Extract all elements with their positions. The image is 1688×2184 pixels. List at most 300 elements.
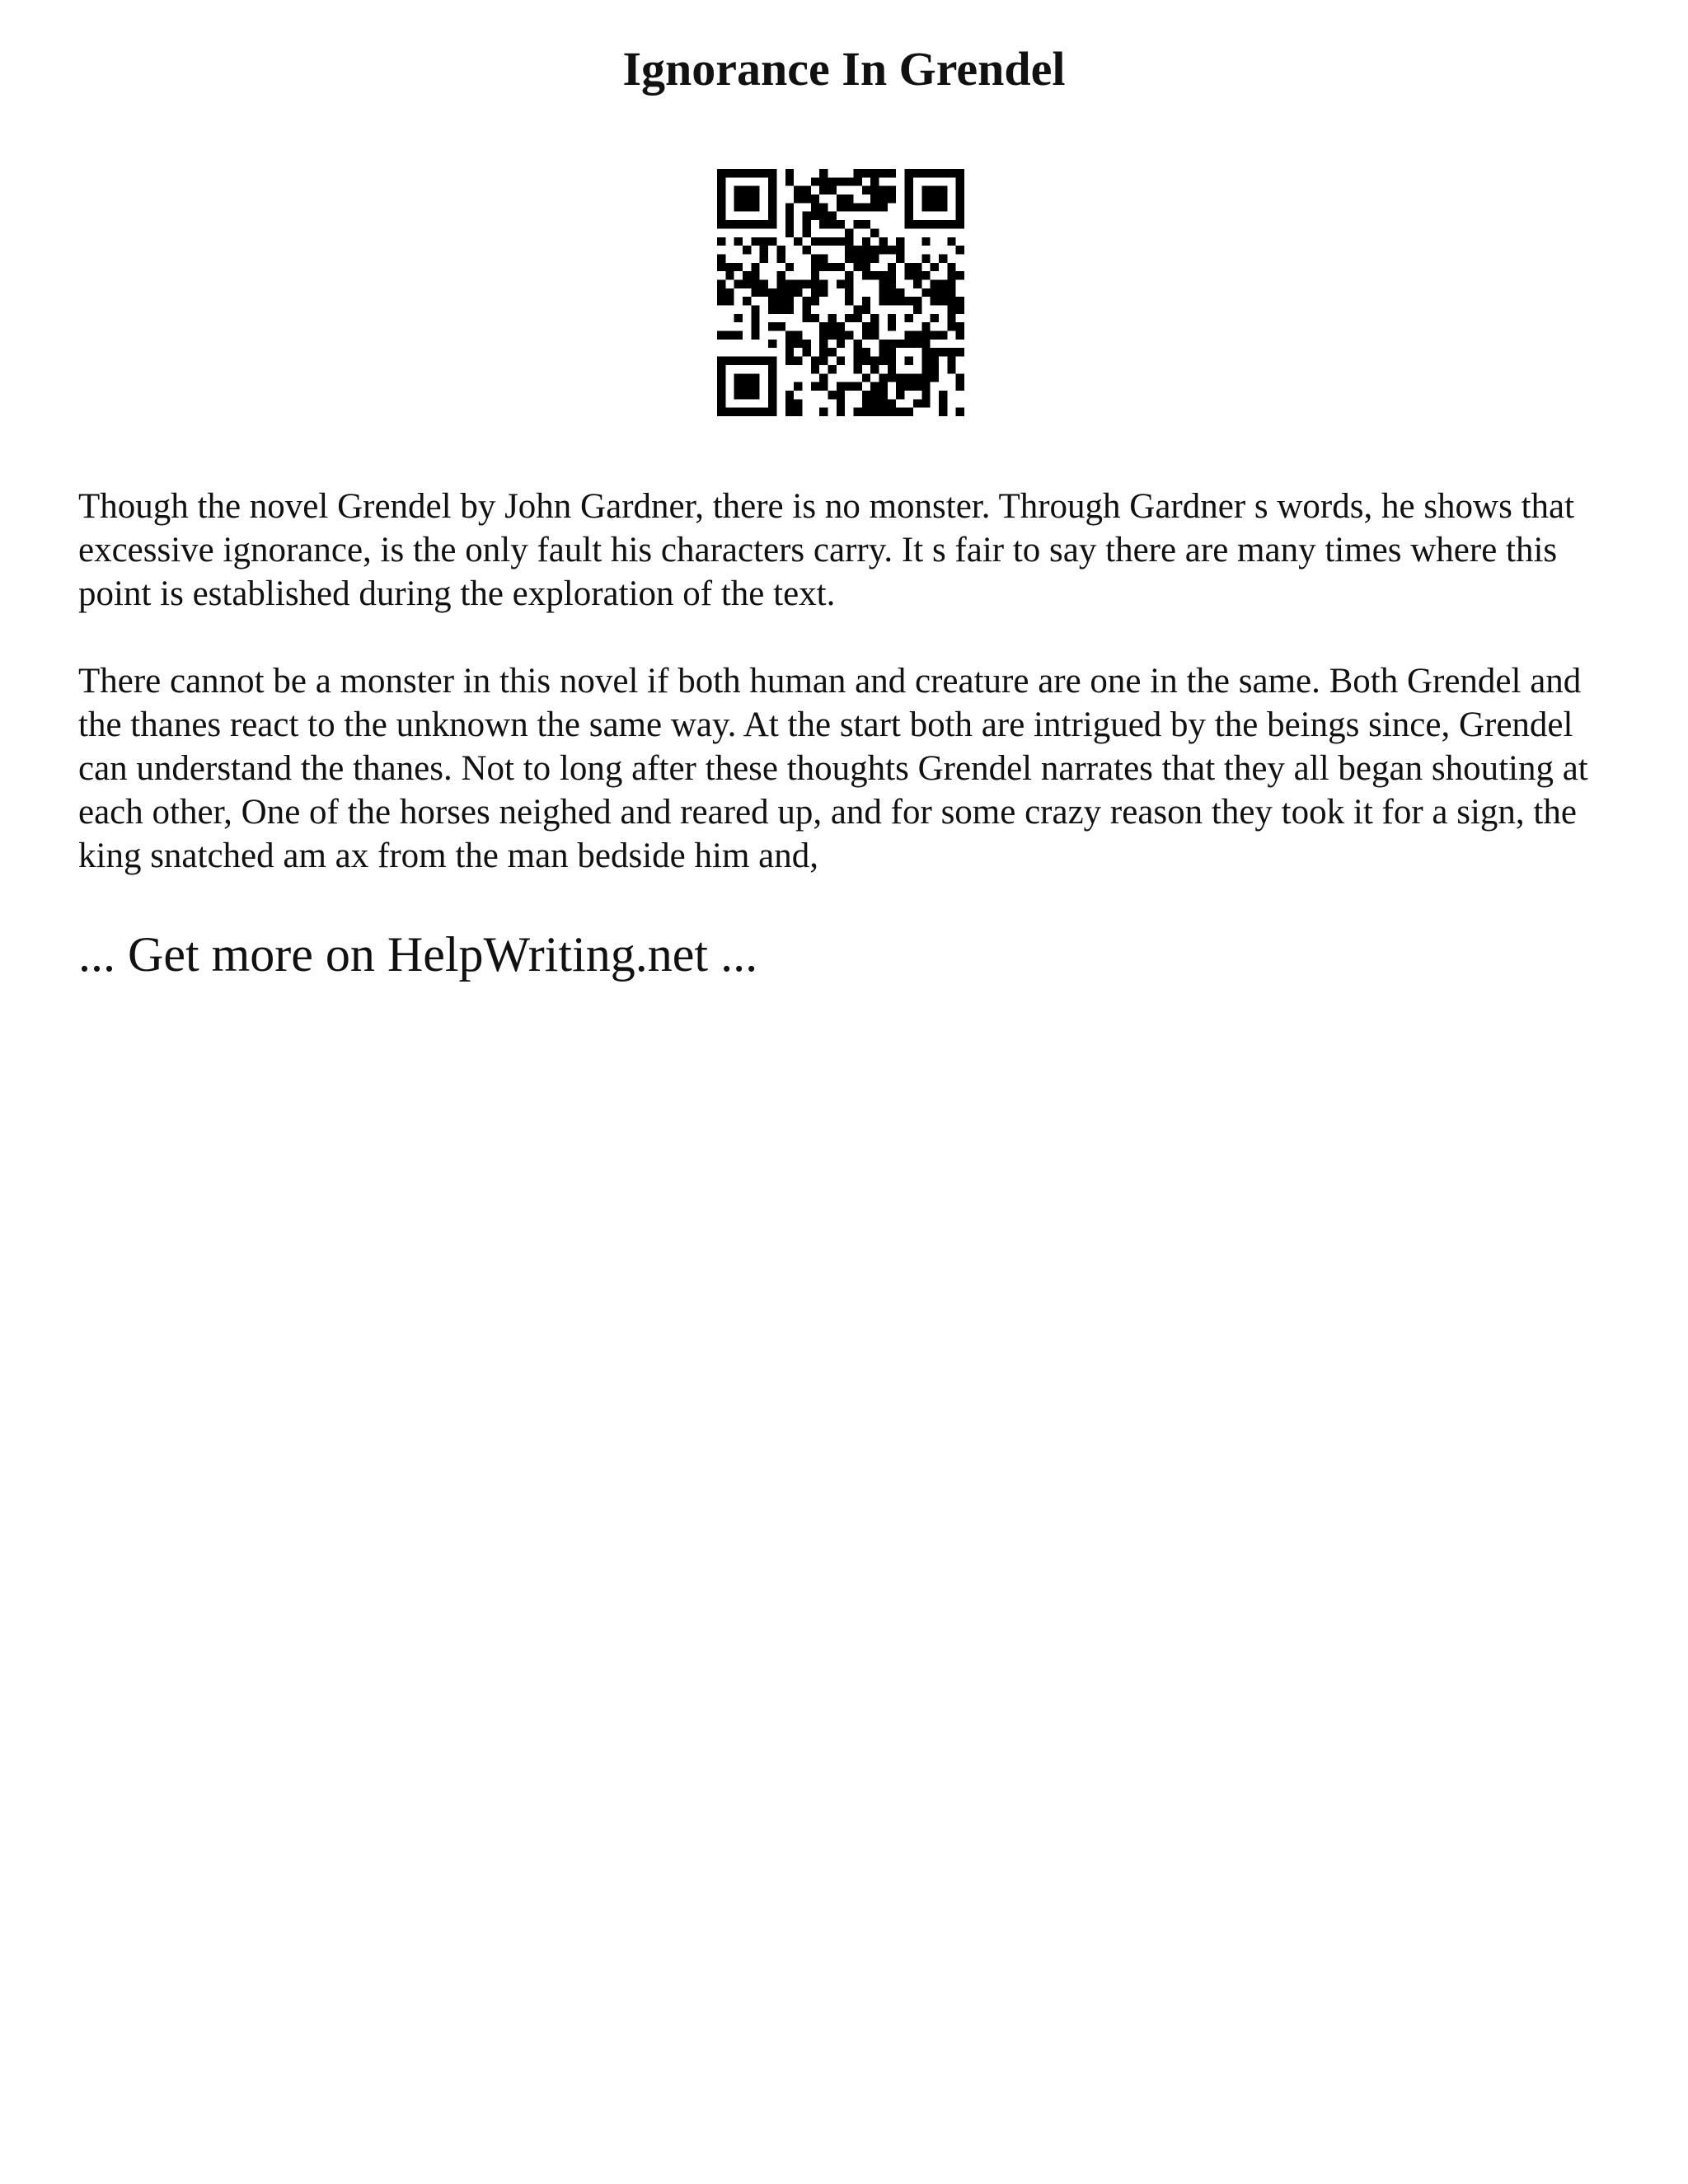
qr-module (854, 203, 862, 211)
qr-module (802, 348, 810, 356)
qr-module (828, 177, 836, 185)
qr-module (845, 194, 853, 203)
qr-module (854, 254, 862, 262)
qr-module (956, 331, 964, 340)
qr-module (785, 297, 794, 305)
qr-module (862, 399, 870, 407)
qr-module (845, 254, 853, 262)
qr-module (794, 288, 802, 297)
qr-module (956, 271, 964, 279)
qr-module (776, 254, 785, 262)
qr-module (811, 237, 819, 246)
qr-module (768, 306, 776, 314)
qr-module (879, 297, 888, 305)
qr-module (819, 357, 828, 365)
get-more-link[interactable]: ... Get more on HelpWriting.net ... (78, 927, 758, 982)
qr-module (879, 186, 888, 194)
qr-module (828, 263, 836, 271)
qr-module (751, 314, 759, 322)
qr-module (811, 279, 819, 288)
qr-module (888, 288, 896, 297)
qr-module (870, 254, 879, 262)
qr-module (862, 408, 870, 416)
qr-module (751, 306, 759, 314)
qr-module (921, 382, 930, 391)
qr-module (862, 254, 870, 262)
qr-module (862, 246, 870, 254)
qr-module (837, 237, 845, 246)
qr-module (879, 357, 888, 365)
qr-module (870, 228, 879, 237)
qr-module (862, 331, 870, 340)
qr-module (828, 391, 836, 399)
qr-module (734, 263, 743, 271)
body-paragraph-2: There cannot be a monster in this novel if both human and creature are one in the same. Both Grendel and the thanes react to the unknown the same way. At the start both are intrigued by the beings since, Grendel can understand the thanes. Not to long after these thoughts Grendel narrates that they all began shouting at each other, One of the horses neighed and reared up, and for some crazy reason they took it for a sign, the king snatched am ax from the man bedside him and, (78, 662, 1588, 875)
qr-module (931, 279, 939, 288)
qr-module (870, 169, 879, 177)
body-paragraph-1: Though the novel Grendel by John Gardner, there is no monster. Through Gardner s words, he shows that excessive ignorance, is the only fault his characters carry. It s fair to say there are many times where this point is established during the exploration of the text. (78, 487, 1575, 613)
qr-module (947, 322, 955, 330)
qr-module (776, 288, 785, 297)
qr-module (956, 297, 964, 305)
qr-module (734, 373, 760, 399)
qr-module (802, 228, 810, 237)
qr-module (819, 288, 828, 297)
qr-module (794, 408, 802, 416)
qr-module (760, 246, 768, 254)
qr-module (819, 169, 828, 177)
qr-module (862, 348, 870, 356)
qr-module (870, 382, 879, 391)
qr-module (905, 357, 913, 365)
qr-module (913, 399, 921, 407)
qr-module (785, 169, 794, 177)
qr-module (819, 263, 828, 271)
qr-module (921, 399, 930, 407)
qr-module (956, 408, 964, 416)
qr-module (828, 237, 836, 246)
qr-module (802, 340, 810, 348)
qr-module (802, 194, 810, 203)
qr-module (751, 263, 759, 271)
qr-module (888, 408, 896, 416)
qr-module (879, 399, 888, 407)
qr-module (819, 348, 828, 356)
qr-module (768, 322, 776, 330)
qr-module (947, 348, 955, 356)
qr-module (811, 288, 819, 297)
qr-module (845, 297, 853, 305)
qr-module (811, 271, 819, 279)
qr-module (956, 382, 964, 391)
qr-module (845, 271, 853, 279)
qr-module (725, 288, 734, 297)
qr-module (896, 408, 904, 416)
qr-module (862, 263, 870, 271)
qr-module (776, 306, 785, 314)
qr-module (939, 399, 947, 407)
qr-module (751, 331, 759, 340)
qr-module (870, 391, 879, 399)
qr-module (837, 194, 845, 203)
qr-module (879, 279, 888, 288)
qr-module (879, 237, 888, 246)
qr-module (837, 203, 845, 211)
qr-module (913, 331, 921, 340)
qr-module (717, 279, 725, 288)
qr-module (828, 314, 836, 322)
qr-module (802, 220, 810, 228)
qr-module (828, 186, 836, 194)
qr-module (811, 297, 819, 305)
qr-module (794, 279, 802, 288)
qr-module (879, 373, 888, 382)
qr-module (837, 340, 845, 348)
qr-module (802, 186, 810, 194)
qr-module (854, 340, 862, 348)
qr-module (802, 279, 810, 288)
qr-module (939, 408, 947, 416)
qr-module (947, 357, 955, 365)
qr-module (896, 254, 904, 262)
qr-module (870, 271, 879, 279)
qr-module (921, 237, 930, 246)
qr-module (819, 186, 828, 194)
qr-module (870, 194, 879, 203)
qr-module (896, 237, 904, 246)
qr-module (725, 271, 734, 279)
qr-module (854, 365, 862, 373)
qr-module (819, 237, 828, 246)
qr-module (717, 288, 725, 297)
qr-module (947, 306, 955, 314)
qr-module (913, 306, 921, 314)
qr-module (931, 373, 939, 382)
qr-module (905, 314, 913, 322)
qr-module (888, 399, 896, 407)
qr-module (751, 288, 759, 297)
qr-module (785, 228, 794, 237)
qr-module (931, 263, 939, 271)
qr-code-icon (717, 169, 964, 416)
qr-module (785, 391, 794, 399)
qr-module (768, 237, 776, 246)
qr-module (854, 348, 862, 356)
qr-module (837, 220, 845, 228)
qr-module (776, 297, 785, 305)
qr-module (794, 357, 802, 365)
qr-module (905, 408, 913, 416)
qr-module (819, 331, 828, 340)
qr-module (802, 246, 810, 254)
qr-module (785, 177, 794, 185)
qr-code-image (717, 169, 964, 416)
qr-module (776, 246, 785, 254)
qr-module (743, 279, 751, 288)
qr-module (862, 169, 870, 177)
qr-module (879, 391, 888, 399)
qr-module (819, 220, 828, 228)
qr-module (845, 314, 853, 322)
qr-module (845, 237, 853, 246)
qr-module (888, 322, 896, 330)
qr-module (939, 288, 947, 297)
qr-module (870, 322, 879, 330)
qr-module (794, 186, 802, 194)
qr-module (802, 212, 810, 220)
qr-module (819, 382, 828, 391)
qr-module (921, 271, 930, 279)
qr-module (854, 220, 862, 228)
qr-module (879, 271, 888, 279)
qr-module (760, 288, 768, 297)
qr-module (905, 382, 913, 391)
qr-module (870, 365, 879, 373)
qr-module (888, 263, 896, 271)
qr-module (734, 237, 743, 246)
qr-module (888, 314, 896, 322)
qr-module (837, 177, 845, 185)
qr-module (870, 186, 879, 194)
qr-module (939, 297, 947, 305)
qr-module (845, 203, 853, 211)
qr-module (845, 228, 853, 237)
qr-module (751, 279, 759, 288)
qr-module (785, 408, 794, 416)
qr-module (947, 237, 955, 246)
qr-module (845, 246, 853, 254)
qr-module (751, 322, 759, 330)
qr-module (785, 263, 794, 271)
qr-module (785, 279, 794, 288)
qr-module (811, 365, 819, 373)
qr-module (802, 297, 810, 305)
qr-module (862, 357, 870, 365)
qr-module (811, 357, 819, 365)
qr-module (734, 331, 743, 340)
qr-module (870, 331, 879, 340)
qr-module (870, 314, 879, 322)
qr-module (785, 288, 794, 297)
qr-module (854, 357, 862, 365)
qr-module (921, 391, 930, 399)
qr-module (819, 322, 828, 330)
qr-module (828, 212, 836, 220)
qr-module (845, 288, 853, 297)
qr-module (905, 263, 913, 271)
qr-module (768, 288, 776, 297)
qr-module (896, 391, 904, 399)
qr-module (837, 408, 845, 416)
qr-module (870, 357, 879, 365)
qr-module (913, 382, 921, 391)
qr-module (837, 382, 845, 391)
qr-module (845, 331, 853, 340)
qr-module (854, 306, 862, 314)
qr-module (828, 331, 836, 340)
qr-module (956, 306, 964, 314)
qr-module (785, 357, 794, 365)
qr-module (743, 246, 751, 254)
qr-module (743, 297, 751, 305)
qr-module (828, 220, 836, 228)
qr-module (760, 237, 768, 246)
qr-module (785, 220, 794, 228)
qr-module (828, 348, 836, 356)
qr-module (785, 348, 794, 356)
qr-module (776, 279, 785, 288)
qr-module (785, 212, 794, 220)
qr-module (947, 288, 955, 297)
qr-module (837, 279, 845, 288)
qr-module (862, 391, 870, 399)
qr-module (776, 271, 785, 279)
qr-module (921, 331, 930, 340)
qr-module (896, 246, 904, 254)
qr-module (879, 203, 888, 211)
qr-module (862, 373, 870, 382)
qr-module (888, 271, 896, 279)
qr-module (862, 203, 870, 211)
qr-module (811, 203, 819, 211)
qr-module (947, 365, 955, 373)
qr-module (811, 254, 819, 262)
qr-module (913, 263, 921, 271)
qr-module (760, 279, 768, 288)
qr-module (734, 279, 743, 288)
qr-module (760, 254, 768, 262)
qr-module (794, 399, 802, 407)
qr-module (751, 271, 759, 279)
qr-module (837, 263, 845, 271)
qr-module (862, 186, 870, 194)
qr-module (725, 263, 734, 271)
qr-module (819, 177, 828, 185)
qr-module (845, 279, 853, 288)
qr-module (870, 246, 879, 254)
qr-module (768, 340, 776, 348)
qr-module (931, 314, 939, 322)
qr-module (819, 340, 828, 348)
qr-module (734, 314, 743, 322)
qr-module (921, 288, 930, 297)
qr-module (725, 331, 734, 340)
qr-module (717, 331, 725, 340)
qr-module (819, 373, 828, 382)
qr-module (837, 391, 845, 399)
qr-module (939, 254, 947, 262)
qr-module (854, 263, 862, 271)
qr-module (811, 194, 819, 203)
qr-module (837, 322, 845, 330)
qr-module (717, 254, 725, 262)
qr-module (888, 279, 896, 288)
qr-module (888, 246, 896, 254)
qr-module (939, 279, 947, 288)
qr-module (879, 340, 888, 348)
qr-module (717, 237, 725, 246)
qr-module (888, 186, 896, 194)
qr-module (794, 194, 802, 203)
qr-module (879, 246, 888, 254)
qr-module (947, 314, 955, 322)
qr-module (879, 288, 888, 297)
qr-module (956, 373, 964, 382)
qr-module (751, 237, 759, 246)
qr-module (921, 186, 947, 212)
qr-module (947, 279, 955, 288)
qr-module (905, 297, 913, 305)
qr-module (913, 279, 921, 288)
qr-module (819, 212, 828, 220)
qr-module (828, 365, 836, 373)
qr-module (879, 169, 888, 177)
qr-module (870, 399, 879, 407)
qr-module (811, 177, 819, 185)
qr-module (802, 306, 810, 314)
qr-module (785, 203, 794, 211)
qr-module (725, 297, 734, 305)
qr-module (905, 271, 913, 279)
qr-module (947, 271, 955, 279)
qr-module (854, 408, 862, 416)
qr-module (896, 288, 904, 297)
qr-module (888, 297, 896, 305)
qr-module (862, 271, 870, 279)
qr-module (888, 169, 896, 177)
qr-module (931, 348, 939, 356)
qr-module (854, 246, 862, 254)
qr-module (939, 391, 947, 399)
qr-module (921, 322, 930, 330)
qr-module (785, 399, 794, 407)
qr-module (785, 306, 794, 314)
qr-module (913, 297, 921, 305)
qr-module (862, 297, 870, 305)
qr-module (931, 357, 939, 365)
qr-module (879, 348, 888, 356)
qr-module (811, 263, 819, 271)
qr-module (879, 408, 888, 416)
qr-module (717, 297, 725, 305)
qr-module (819, 279, 828, 288)
qr-module (743, 271, 751, 279)
qr-module (862, 237, 870, 246)
qr-module (939, 348, 947, 356)
qr-module (811, 314, 819, 322)
qr-module (785, 331, 794, 340)
qr-module (956, 246, 964, 254)
qr-module (931, 297, 939, 305)
qr-module (794, 331, 802, 340)
qr-module (921, 254, 930, 262)
qr-module (854, 382, 862, 391)
qr-module (802, 314, 810, 322)
qr-module (819, 254, 828, 262)
qr-module (905, 331, 913, 340)
qr-module (811, 382, 819, 391)
qr-module (879, 194, 888, 203)
qr-module (939, 331, 947, 340)
qr-module (794, 382, 802, 391)
qr-module (931, 288, 939, 297)
qr-module (845, 382, 853, 391)
qr-module (794, 237, 802, 246)
qr-module (819, 408, 828, 416)
qr-module (854, 314, 862, 322)
qr-module (819, 203, 828, 211)
qr-module (956, 322, 964, 330)
